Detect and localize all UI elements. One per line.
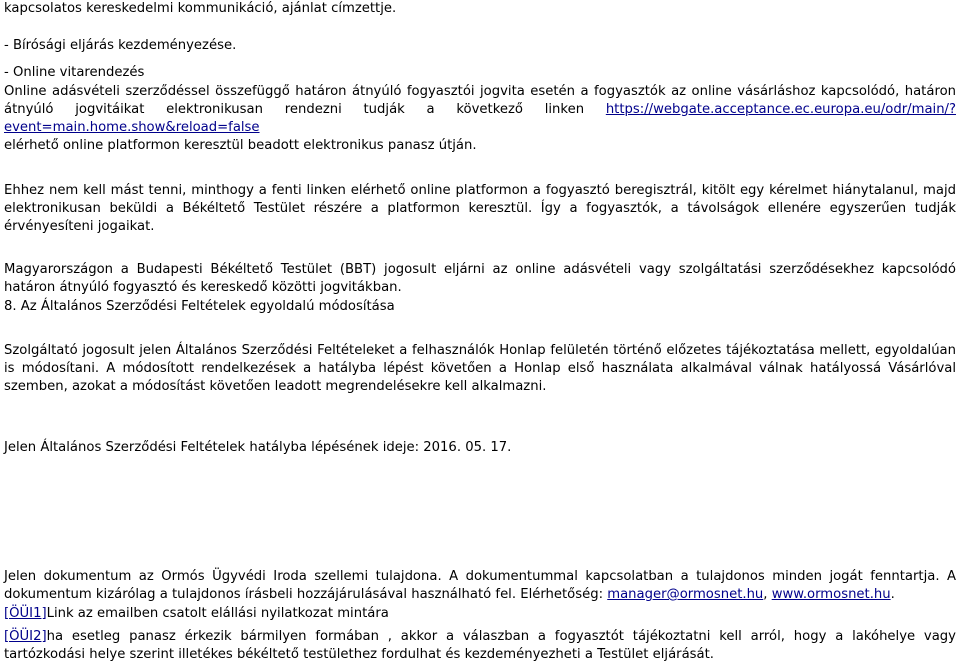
odr-platform-link[interactable]: https://webgate.acceptance.ec.europa.eu/odr/main/?event=main.home.show&reload=false xyxy=(4,102,956,135)
online-dispute-paragraph-end: elérhető online platformon keresztül beadott elektronikus panasz útján. xyxy=(4,138,477,153)
text-line-top: kapcsolatos kereskedelmi kommunikáció, ajánlat címzettje. xyxy=(4,1,397,16)
ownership-notice xyxy=(4,568,956,604)
effective-date: Jelen Általános Szerződési Feltételek hatályba lépésének ideje: 2016. 05. 17. xyxy=(4,440,512,455)
footnote-1-text: Link az emailben csatolt elállási nyilatkozat mintára xyxy=(46,606,389,621)
bbt-paragraph: Magyarországon a Budapesti Békéltető Testület (BBT) jogosult eljárni az online adásvételi vagy szolgáltatási szerződésekhez kapcsolódó határon átnyúló fogyasztó és kereskedő közötti jogvitákban. xyxy=(4,262,956,295)
online-dispute-paragraph xyxy=(4,83,956,137)
ownership-separator: , xyxy=(763,587,772,602)
section-8-heading: 8. Az Általános Szerződési Feltételek egyoldalú módosítása xyxy=(4,299,395,314)
bullet-court-procedure: - Bírósági eljárás kezdeményezése. xyxy=(4,38,237,53)
modification-paragraph: Szolgáltató jogosult jelen Általános Szerződési Feltételeket a felhasználók Honlap felületén történő előzetes tájékoztatása mellett, egyoldalúan is módosítani. A módosított rendelkezések a hatályba lépést követően a Honlap első használata alkalmával válnak hatályossá Vásárlóval szemben, azokat a módosítást követően leadott megrendelésekre kell alkalmazni. xyxy=(4,343,956,394)
footnote-2-text: ha esetleg panasz érkezik bármilyen formában , akkor a válaszban a fogyasztót tájékoztatni kell arról, hogy a lakóhelye vagy tartózkodási helye szerint illetékes békéltető testülethez fordulhat és kezdeményezheti a Testület eljárását. xyxy=(4,629,956,662)
ownership-text: Jelen dokumentum az Ormós Ügyvédi Iroda szellemi tulajdona. A dokumentummal kapcsolatban a tulajdonos minden jogát fenntartja. A dokumentum kizárólag a tulajdonos írásbeli hozzájárulásával használható fel. Elérhetőség: xyxy=(4,569,956,602)
footnote-2 xyxy=(4,628,956,664)
ownership-end: . xyxy=(890,587,895,602)
bullet-online-dispute: - Online vitarendezés xyxy=(4,65,145,80)
online-dispute-text: Online adásvételi szerződéssel összefüggő határon átnyúló fogyasztói jogvita esetén a fogyasztók az online vásárláshoz kapcsolódó, határon átnyúló jogvitáikat elektronikusan rendezni tudják a következő linken xyxy=(4,84,956,117)
footnote-2-marker[interactable]: [ÖÜI2] xyxy=(4,629,47,644)
website-link[interactable]: www.ormosnet.hu xyxy=(771,587,891,602)
footnote-1-marker[interactable]: [ÖÜI1] xyxy=(4,606,47,621)
footnote-1 xyxy=(4,605,956,623)
email-link[interactable]: manager@ormosnet.hu xyxy=(607,587,764,602)
registration-paragraph: Ehhez nem kell mást tenni, minthogy a fenti linken elérhető online platformon a fogyasztó beregisztrál, kitölt egy kérelmet hiánytalanul, majd elektronikusan beküldi a Békéltető Testület részére a platformon keresztül. Így a fogyasztók, a távolságok ellenére egyszerűen tudják érvényesíteni jogaikat. xyxy=(4,183,956,234)
